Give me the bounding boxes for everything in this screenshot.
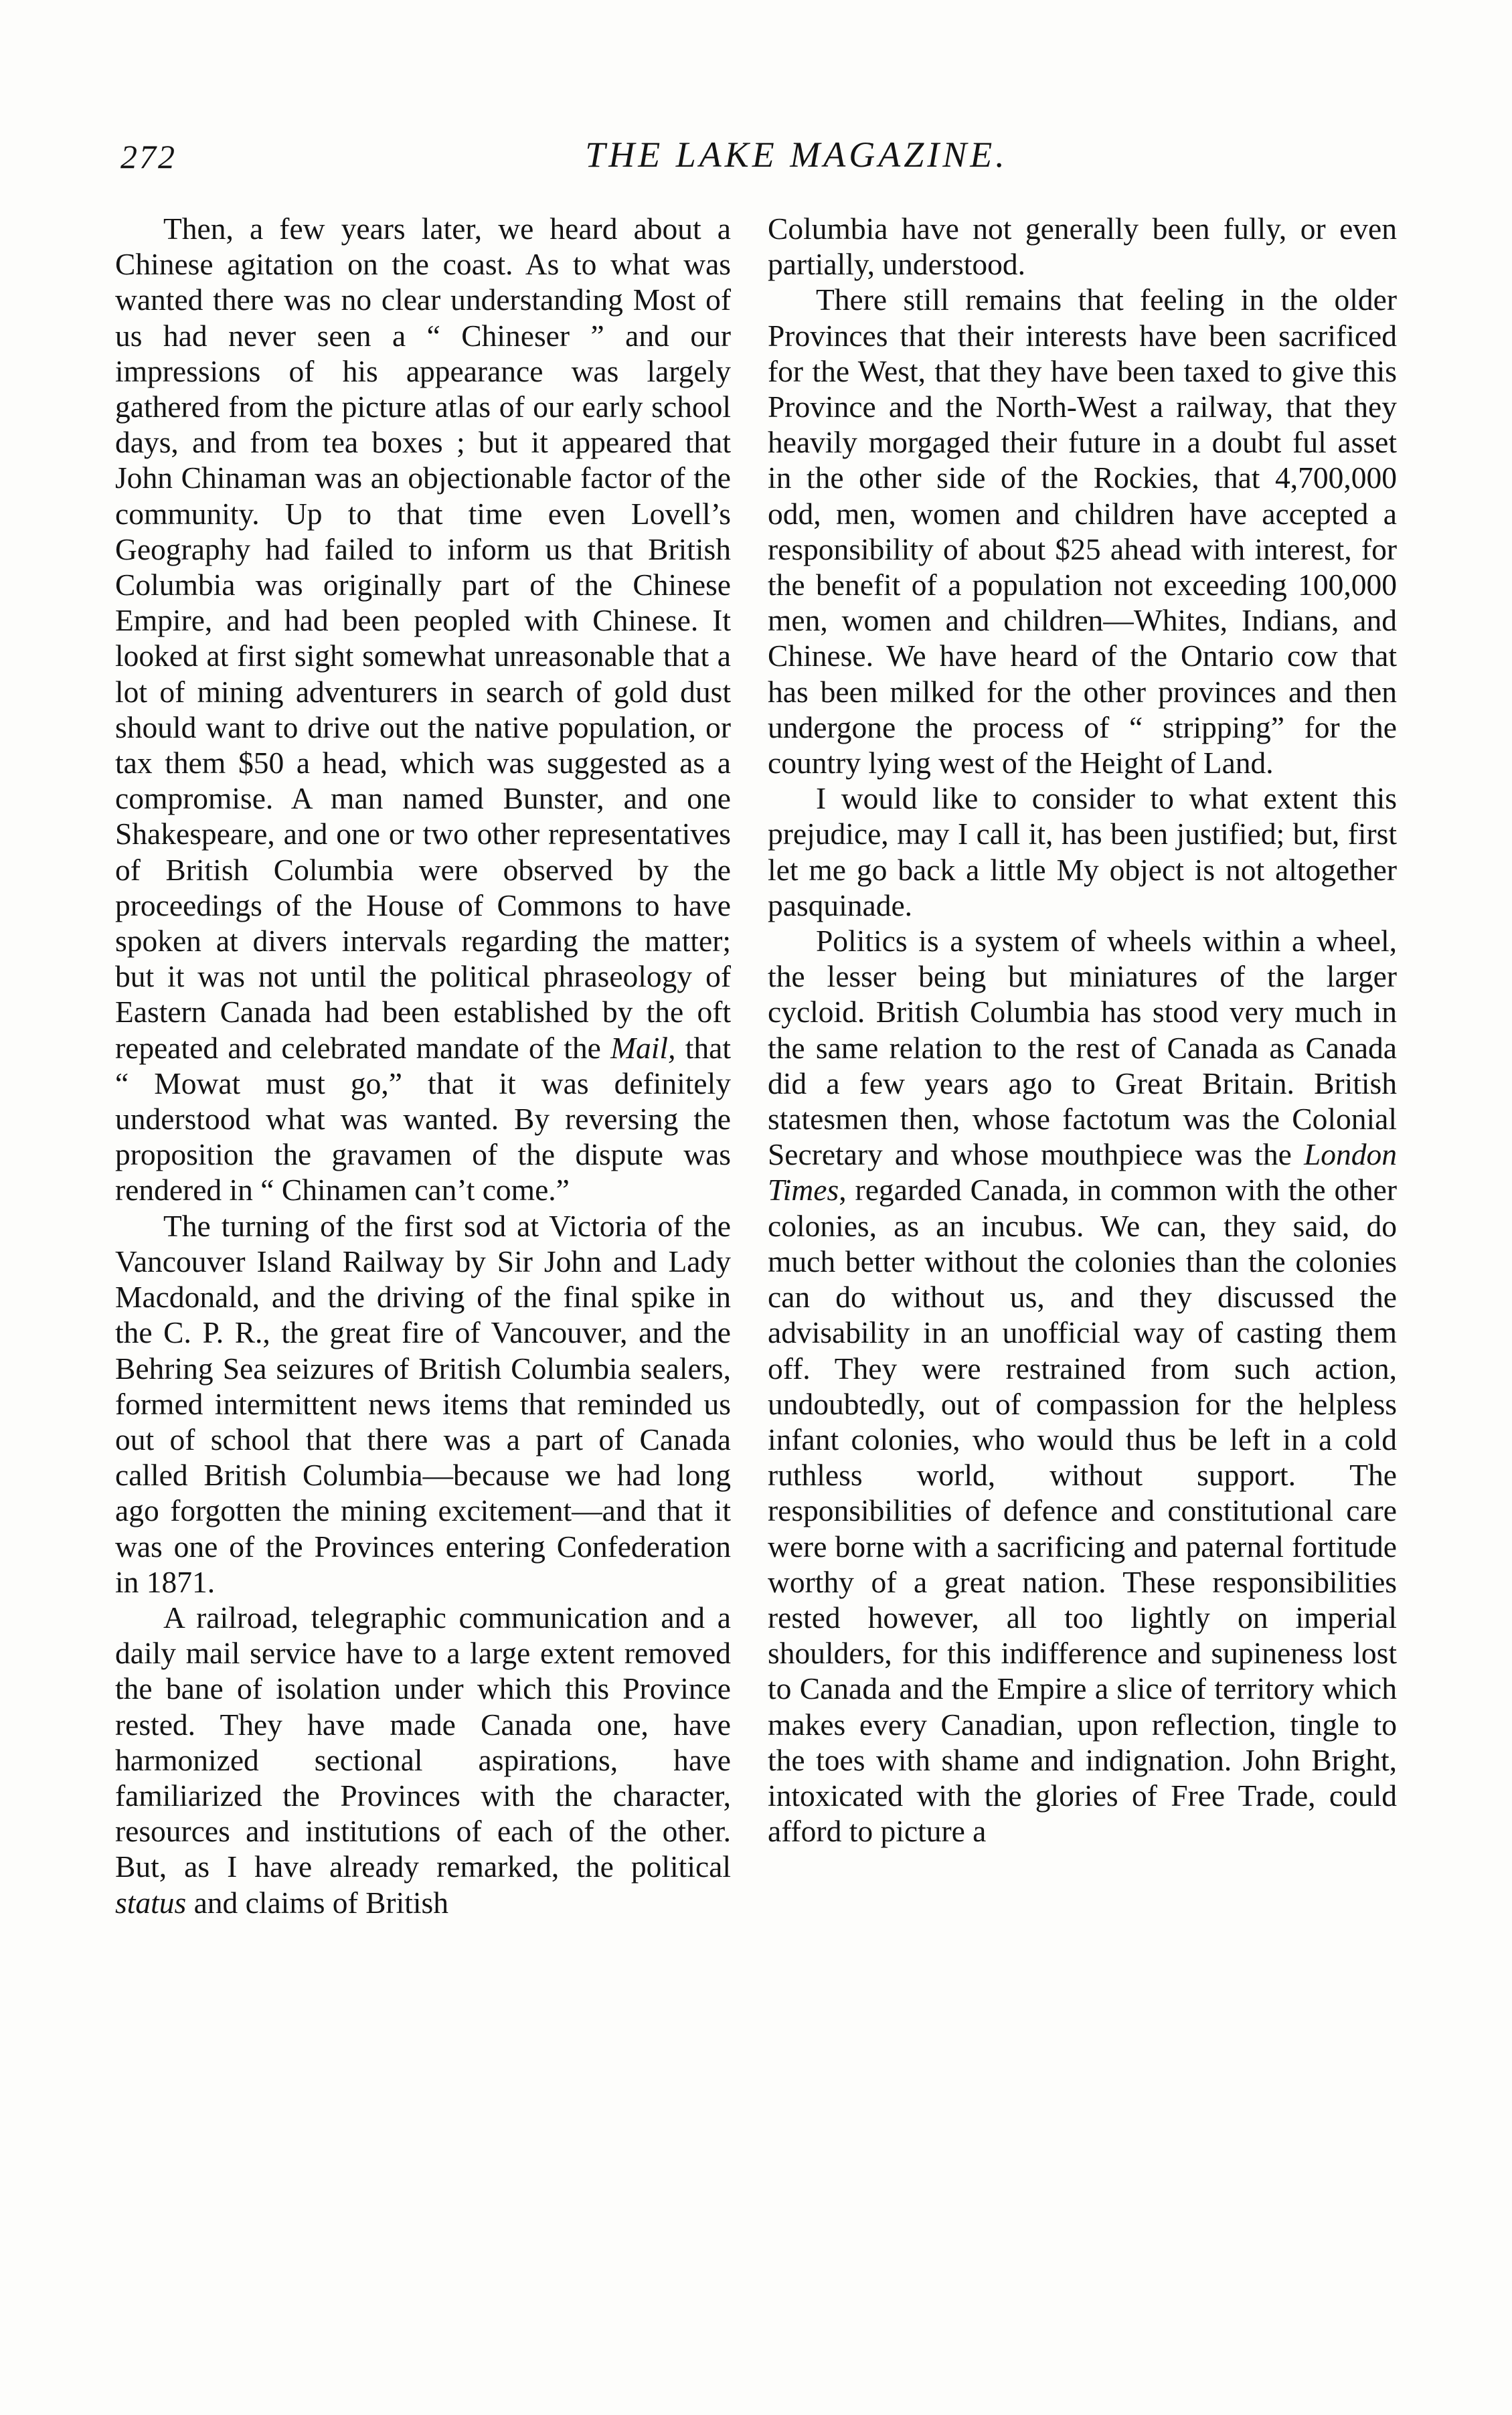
paragraph-text: and claims of British: [186, 1885, 448, 1920]
italic-title: Mail,: [610, 1030, 676, 1065]
paragraph-text: Politics is a system of wheels within a wheel, the lesser being but miniatures of the larger cycloid. British Columbia has stood very much in the same relation to the rest of Canada as Canada did a few years ago to Great Britain. British statesmen then, whose factotum was the Colonial Secretary and whose mouthpiece was the: [768, 924, 1397, 1172]
paragraph: Columbia have not generally been fully, or even partially, understood.: [768, 212, 1397, 282]
page-number: 272: [120, 138, 177, 175]
paragraph-text: Then, a few years later, we heard about a Chinese agitation on the coast. As to what was wanted there was no clear understanding Most of us had never seen a “ Chineser ” and our impressions of his appearance was largely gathered from the picture atlas of our early school days, and from tea boxes ; but it appeared that John Chinaman was an objectionable factor of the community. Up to that time even Lovell’s Geography had failed to inform us that British Columbia was originally part of the Chinese Empire, and had been peopled with Chinese. It looked at first sight somewhat unreasonable that a lot of mining adventurers in search of gold dust should want to drive out the native population, or tax them $50 a head, which was suggested as a compromise. A man named Bunster, and one Shakespeare, and one or two other representatives of British Columbia were observed by the proceedings of the House of Commons to have spoken at divers intervals regarding the matter; but it was not until the political phraseology of Eastern Canada had been established by the oft repeated and celebrated mandate of the: [115, 212, 731, 1065]
paragraph: I would like to consider to what extent this prejudice, may I call it, has been justified; but, first let me go back a little My object is not altogether pasquinade.: [768, 781, 1397, 922]
paragraph: [115, 211, 731, 1208]
running-head: THE LAKE MAGAZINE.: [585, 135, 1008, 175]
paragraph: There still remains that feeling in the older Provinces that their interests have been sacrificed for the West, that they have been taxed to give this Province and the North-West a railway, that they heavily morgaged their future in a doubt ful asset in the other side of the Rockies, that 4,700,000 odd, men, women and children have accepted a responsibility of about $25 ahead with interest, for the benefit of a population not exceeding 100,000 men, women and children—Whites, Indians, and Chinese. We have heard of the Ontario cow that has been milked for the other provinces and then undergone the process of “ stripping” for the country lying west of the Height of Land.: [768, 282, 1397, 780]
paragraph-text: , regarded Canada, in common with the other colonies, as an incubus. We can, they said, do much better without the colonies than the colonies can do without us, and they discussed the advisability in an unofficial way of casting them off. They were restrained from such action, undoubtedly, out of compassion for the helpless infant colonies, who would thus be left in a cold ruthless world, without support. The responsibilities of defence and constitutional care were borne with a sacrificing and paternal fortitude worthy of a great nation. These responsibilities rested however, all too lightly on imperial shoulders, for this indifference and supineness lost to Canada and the Empire a slice of territory which makes every Canadian, upon reflection, tingle to the toes with shame and indignation. John Bright, intoxicated with the glories of Free Trade, could afford to picture a: [768, 1173, 1397, 1849]
italic-title: London Times: [768, 1137, 1397, 1208]
paragraph-text: A railroad, telegraphic communication and a daily mail service have to a large extent removed the bane of isolation under which this Province rested. They have made Canada one, have harmonized sectional aspirations, have familiarized the Provinces with the character, resources and institutions of each of the other. But, as I have already remarked, the political: [115, 1600, 731, 1884]
italic-word: status: [115, 1885, 187, 1920]
paragraph: [115, 1600, 731, 1920]
paragraph: The turning of the first sod at Victoria of the Vancouver Island Railway by Sir John and Lady Macdonald, and the driving of the final spike in the C. P. R., the great fire of Vancouver, and the Behring Sea seizures of British Columbia sealers, formed intermittent news items that reminded us out of school that there was a part of Canada called British Columbia—because we had long ago forgotten the mining excitement—and that it was one of the Provinces entering Confederation in 1871.: [115, 1208, 731, 1599]
right-column: [768, 211, 1397, 1849]
paragraph-text: that “ Mowat must go,” that it was definitely understood what was wanted. By reversing the proposition the gravamen of the dispute was rendered in “ Chinamen can’t come.”: [115, 1030, 731, 1208]
left-column: [115, 211, 731, 1920]
paragraph: [768, 923, 1397, 1849]
